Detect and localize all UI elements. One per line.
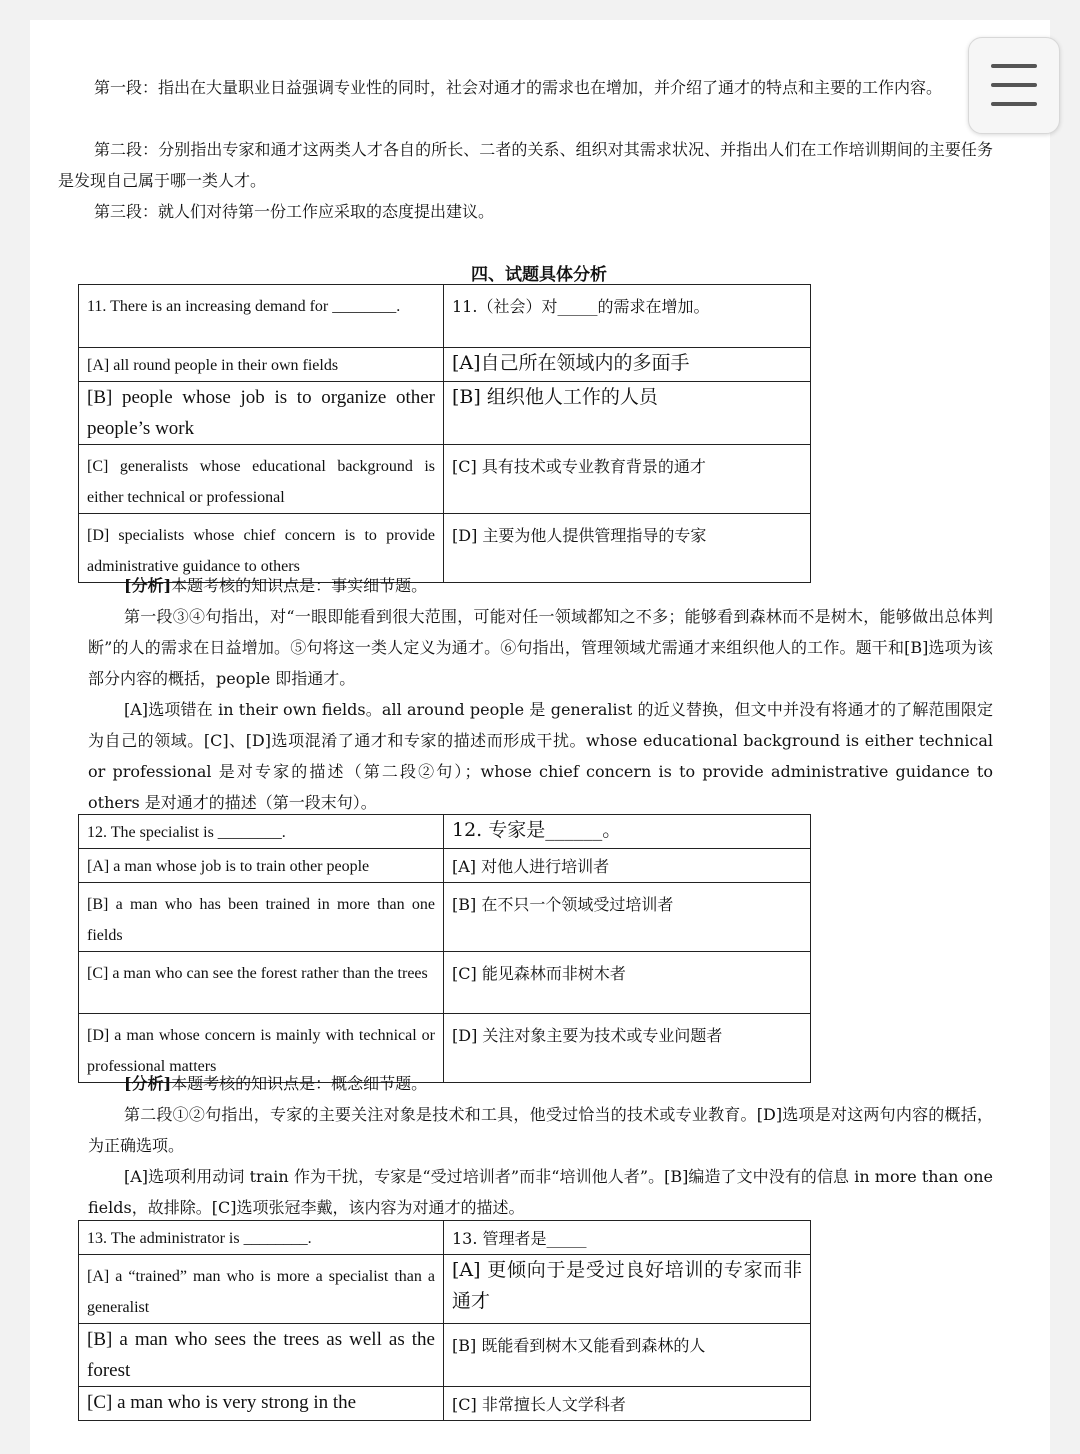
q11-option-b-zh: [B] 组织他人工作的人员 (444, 382, 811, 445)
q11-option-c-zh: [C] 具有技术或专业教育背景的通才 (444, 445, 811, 514)
q12-option-c-zh: [C] 能见森林而非树木者 (444, 952, 811, 1014)
q12-option-d-en: [D] a man whose concern is mainly with technical or professional matters (79, 1014, 444, 1083)
q13-option-c-zh: [C] 非常擅长人文学科者 (444, 1387, 811, 1421)
q11-analysis-paragraph-1: 第一段③④句指出，对“一眼即能看到很大范围，可能对任一领域都知之不多；能够看到森林而不是树木，能够做出总体判断”的人的需求在日益增加。⑤句将这一类人定义为通才。⑥句指出，管理领域尤需通才来组织他人的工作。题干和[B]选项为该部分内容的概括，people 即指通才。 (88, 607, 993, 688)
table-row (79, 382, 811, 445)
table-row (79, 849, 811, 883)
q11-analysis-paragraph-2: [A]选项错在 in their own fields。all around people 是 generalist 的近义替换，但文中并没有将通才的了解范围限定为自己的领域。[C]、[D]选项混淆了通才和专家的描述而形成干扰。whose educational background is either technical or professional 是对专家的描述（第二段②句）；whose chief concern is to provide administrative guidance to others 是对通才的描述（第一段末句）。 (88, 700, 993, 812)
q12-stem-en: 12. The specialist is ________. (79, 815, 444, 849)
q12-option-d-zh: [D] 关注对象主要为技术或专业问题者 (444, 1014, 811, 1083)
q11-option-a-zh: [A]自己所在领域内的多面手 (444, 348, 811, 382)
question-12-table (78, 814, 811, 1083)
q12-analysis-paragraph-2: [A]选项利用动词 train 作为干扰，专家是“受过培训者”而非“培训他人者”。[B]编造了文中没有的信息 in more than one fields，故排除。[C]选项张冠李戴，该内容为对通才的描述。 (88, 1167, 993, 1217)
q13-stem-en: 13. The administrator is ________. (79, 1221, 444, 1255)
document-page (30, 20, 1050, 1454)
hamburger-icon-line (991, 83, 1037, 87)
q13-option-a-en: [A] a “trained” man who is more a specialist than a generalist (79, 1255, 444, 1324)
hamburger-icon-line (991, 102, 1037, 106)
q12-analysis-paragraph-1: 第二段①②句指出，专家的主要关注对象是技术和工具，他受过恰当的技术或专业教育。[D]选项是对这两句内容的概括，为正确选项。 (88, 1105, 993, 1155)
question-11-table (78, 284, 811, 583)
table-row (79, 883, 811, 952)
q11-option-c-en: [C] generalists whose educational background is either technical or professional (79, 445, 444, 514)
table-row (79, 1324, 811, 1387)
summary-paragraph-1: 第一段：指出在大量职业日益强调专业性的同时，社会对通才的需求也在增加，并介绍了通才的特点和主要的工作内容。 (94, 78, 943, 97)
table-row (79, 285, 811, 348)
analysis-label: [分析] (124, 1074, 172, 1093)
summary-paragraph-2: 第二段：分别指出专家和通才这两类人才各自的所长、二者的关系、组织对其需求状况、并指出人们在工作培训期间的主要任务是发现自己属于哪一类人才。 (58, 140, 993, 190)
q11-option-d-zh: [D] 主要为他人提供管理指导的专家 (444, 514, 811, 583)
table-row (79, 348, 811, 382)
q13-option-b-zh: [B] 既能看到树木又能看到森林的人 (444, 1324, 811, 1387)
analysis-lead-text: 本题考核的知识点是：概念细节题。 (171, 1074, 428, 1093)
hamburger-icon (991, 64, 1037, 68)
q11-option-d-en: [D] specialists whose chief concern is to provide administrative guidance to others (79, 514, 444, 583)
q12-option-a-en: [A] a man whose job is to train other people (79, 849, 444, 883)
table-row (79, 952, 811, 1014)
table-row (79, 815, 811, 849)
section-title: 四、试题具体分析 (471, 265, 607, 285)
q12-option-c-en: [C] a man who can see the forest rather than the trees (79, 952, 444, 1014)
q13-option-c-en: [C] a man who is very strong in the (79, 1387, 444, 1421)
q13-option-a-zh: [A] 更倾向于是受过良好培训的专家而非通才 (444, 1255, 811, 1324)
table-row (79, 1255, 811, 1324)
question-13-table (78, 1220, 811, 1421)
q12-analysis-lead (88, 1068, 993, 1099)
menu-button[interactable] (968, 37, 1060, 134)
table-row (79, 445, 811, 514)
q13-stem-zh: 13. 管理者是_____ (444, 1221, 811, 1255)
analysis-lead-text: 本题考核的知识点是：事实细节题。 (171, 576, 428, 595)
q11-stem-zh: 11.（社会）对_____的需求在增加。 (444, 285, 811, 348)
table-row (79, 1387, 811, 1421)
table-row (79, 1221, 811, 1255)
q11-option-a-en: [A] all round people in their own fields (79, 348, 444, 382)
q12-option-b-en: [B] a man who has been trained in more than one fields (79, 883, 444, 952)
q12-option-a-zh: [A] 对他人进行培训者 (444, 849, 811, 883)
analysis-label: [分析] (124, 576, 172, 595)
q13-option-b-en: [B] a man who sees the trees as well as the forest (79, 1324, 444, 1387)
summary-paragraph-3: 第三段：就人们对待第一份工作应采取的态度提出建议。 (94, 202, 495, 221)
q12-option-b-zh: [B] 在不只一个领域受过培训者 (444, 883, 811, 952)
q12-stem-zh: 12. 专家是______。 (444, 815, 811, 849)
q11-analysis-lead (88, 570, 993, 601)
q11-option-b-en: [B] people whose job is to organize other people’s work (79, 382, 444, 445)
q11-stem-en: 11. There is an increasing demand for ________. (79, 285, 444, 348)
